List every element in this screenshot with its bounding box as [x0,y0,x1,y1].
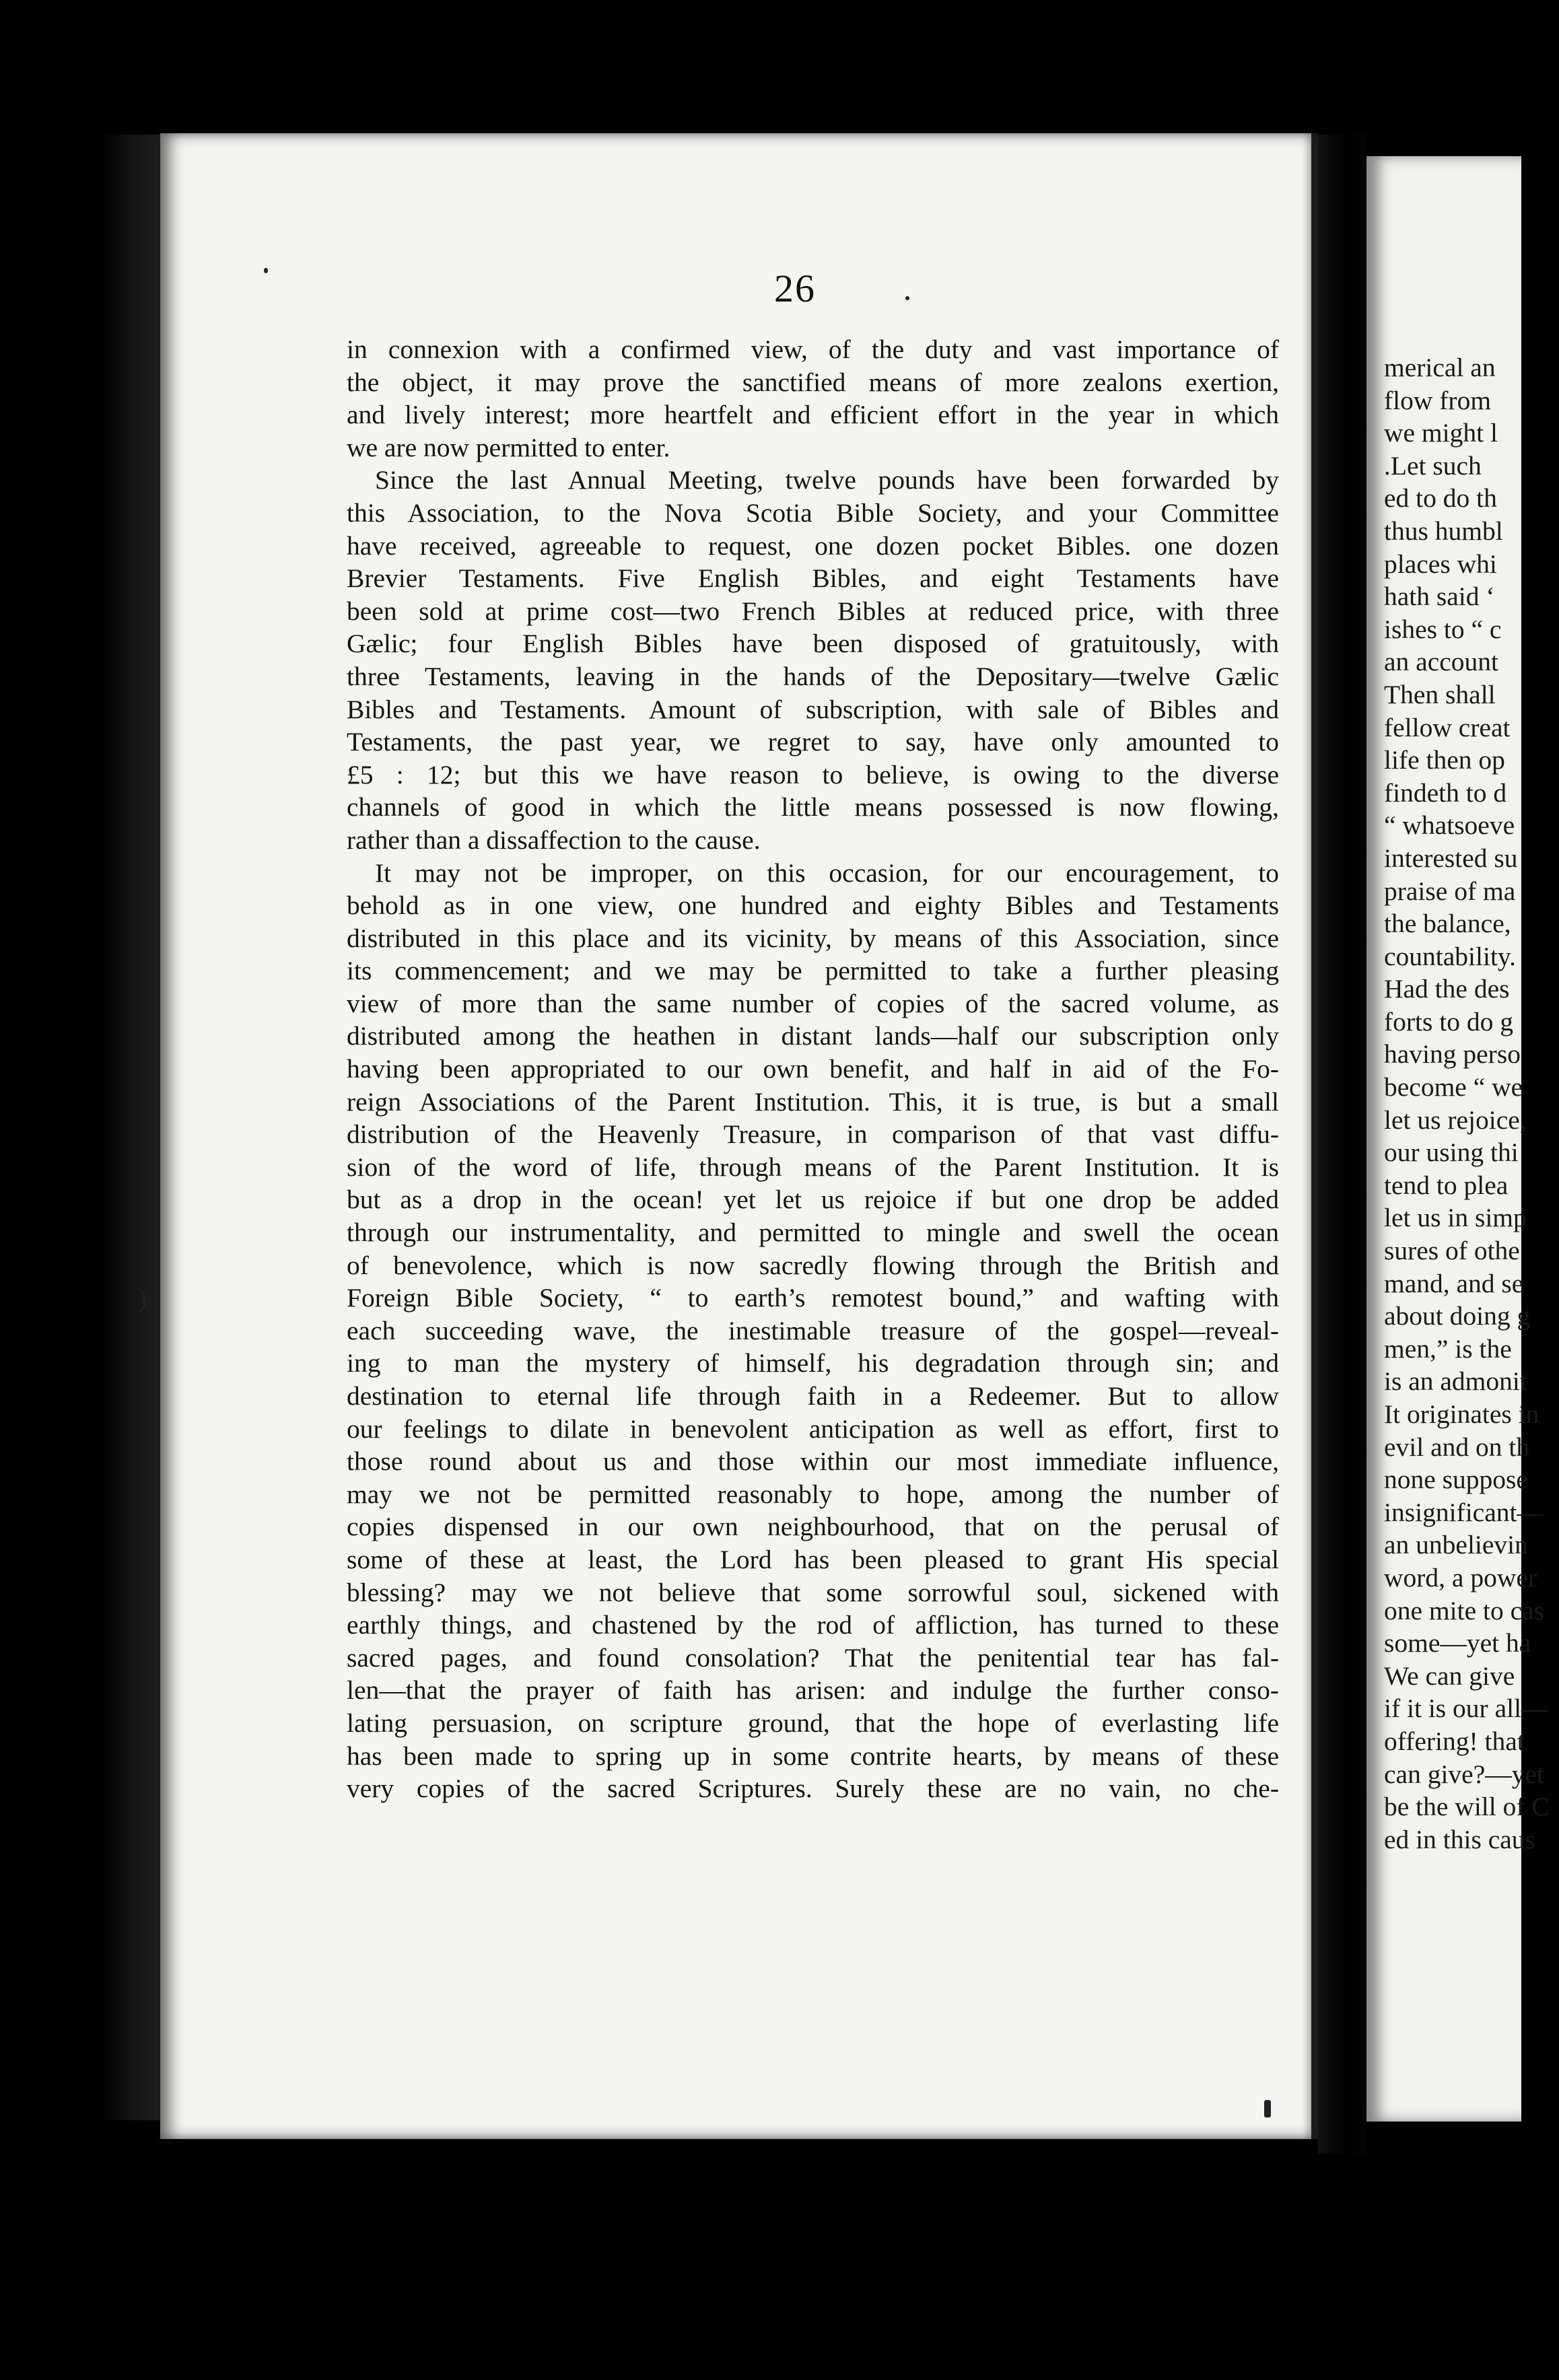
right-page-text-line: men,” is the [1384,1333,1512,1364]
right-page-partial [1366,156,1550,2122]
text-line: Testaments, the past year, we regret to say, have only amounted to [347,727,1279,757]
right-page-text-line: findeth to d [1384,777,1507,808]
right-page-text-line: let us in simp [1384,1203,1527,1233]
text-line: we are now permitted to enter. [347,432,670,462]
right-page-text-line: countability. [1384,941,1516,971]
right-page-text-line: It originates in [1384,1399,1539,1429]
text-line: £5 : 12; but this we have reason to believe, is owing to the diverse [347,759,1279,790]
body-text [347,333,1279,1805]
text-line: through our instrumentality, and permitted to mingle and swell the ocean [347,1218,1279,1248]
right-page-text-line: Then shall [1384,679,1496,709]
text-line: sion of the word of life, through means of the Parent Institution. It is [347,1152,1279,1182]
text-line: behold as in one view, one hundred and eighty Bibles and Testaments [347,890,1279,921]
text-line: view of more than the same number of copies of the sacred volume, as [347,988,1279,1018]
text-line: have received, agreeable to request, one dozen pocket Bibles. one dozen [347,530,1279,561]
right-page-text-line: having perso [1384,1039,1521,1070]
text-line: Bibles and Testaments. Amount of subscription, with sale of Bibles and [347,694,1279,724]
text-line: having been appropriated to our own benefit, and half in aid of the Fo- [347,1054,1279,1084]
right-page-text-line: tend to plea [1384,1170,1509,1200]
text-line: Brevier Testaments. Five English Bibles, and eight Testaments have [347,563,1279,594]
text-line: Gælic; four English Bibles have been disposed of gratuitously, with [347,629,1279,659]
right-page-text-line: word, a power [1384,1562,1537,1593]
right-page-text-line: our using thi [1384,1138,1519,1168]
right-page-text-line: an unbelievin [1384,1530,1528,1560]
text-line: the object, it may prove the sanctified means of more zealons exertion, [347,367,1279,397]
right-page-text-line: if it is our all— [1384,1693,1548,1724]
book-binding-shadow [101,135,168,2120]
right-page-text-line: We can give [1384,1660,1515,1691]
text-line: its commencement; and we may be permitted to take a further pleasing [347,956,1279,986]
right-page-text-line: mand, and se [1384,1268,1524,1298]
right-page-text-line: places whi [1384,549,1497,579]
text-line: may we not be permitted reasonably to hope, among the number of [347,1479,1279,1509]
right-page-text-line: ed in this caus [1384,1824,1535,1854]
text-line: each succeeding wave, the inestimable treasure of the gospel—reveal- [347,1315,1279,1345]
right-page-text-line: an account [1384,647,1498,677]
right-page-text-line: .Let such [1384,450,1482,481]
text-line: been sold at prime cost—two French Bibles at reduced price, with three [347,596,1279,626]
right-page-text-line: some—yet ha [1384,1628,1531,1658]
scan-speck [1264,2100,1271,2118]
text-line: lating persuasion, on scripture ground, that the hope of everlasting life [347,1708,1279,1738]
text-line: It may not be improper, on this occasion, for our encouragement, to [375,858,1279,888]
right-page-text-line: is an admonit [1384,1366,1527,1397]
text-line: three Testaments, leaving in the hands of the Depositary—twelve Gælic [347,661,1279,691]
right-page-text-line: sures of othe [1384,1236,1520,1266]
right-page-text-line: can give?—yet [1384,1759,1544,1789]
text-line: Since the last Annual Meeting, twelve pounds have been forwarded by [375,465,1279,495]
right-page-text-line: interested su [1384,843,1518,873]
text-line: sacred pages, and found consolation? That the penitential tear has fal- [347,1642,1279,1673]
text-line: in connexion with a confirmed view, of the duty and vast importance of [347,335,1279,364]
text-line: our feelings to dilate in benevolent anticipation as well as effort, first to [347,1413,1279,1444]
right-page-text-line: about doing g [1384,1301,1531,1331]
right-page-text-line: fellow creat [1384,712,1511,742]
right-page-text-line: Had the des [1384,974,1510,1004]
scan-speck [905,296,909,300]
right-page-text-line: praise of ma [1384,876,1516,906]
right-page-text-line: “ whatsoeve [1384,810,1515,841]
margin-mark: ) [138,1283,147,1313]
right-page-text-line: thus humbl [1384,516,1503,546]
text-line: len—that the prayer of faith has arisen: and indulge the further conso- [347,1675,1279,1706]
right-page-text-line: life then op [1384,745,1505,775]
text-line: and lively interest; more heartfelt and efficient effort in the year in which [347,400,1279,430]
right-page-text-line: one mite to cas [1384,1595,1545,1625]
right-page-text-line: insignificant— [1384,1497,1544,1527]
right-page-text-line: merical an [1384,353,1496,382]
text-line: but as a drop in the ocean! yet let us rejoice if but one drop be added [347,1185,1279,1215]
text-line: Foreign Bible Society, “ to earth’s remotest bound,” and wafting with [347,1283,1279,1313]
text-line: some of these at least, the Lord has been pleased to grant His special [347,1544,1279,1574]
text-line: distributed among the heathen in distant lands—half our subscription only [347,1021,1279,1051]
text-line: reign Associations of the Parent Institution. This, it is true, is but a small [347,1086,1279,1117]
right-page-text-line: none suppose [1384,1465,1528,1495]
right-page-text-line: offering! that [1384,1726,1525,1756]
right-page-text-line: let us rejoice, [1384,1105,1527,1135]
right-page-text-line: ed to do th [1384,483,1497,514]
text-line: very copies of the sacred Scriptures. Surely these are no vain, no che- [347,1774,1279,1804]
right-page-text-line: flow from [1384,385,1492,415]
page-gutter [1318,135,1365,2154]
text-line: blessing? may we not believe that some sorrowful soul, sickened with [347,1577,1279,1607]
right-page-text-line: we might l [1384,418,1498,448]
right-page-text-line: evil and on th [1384,1432,1530,1462]
text-line: ing to man the mystery of himself, his degradation through sin; and [347,1348,1279,1378]
right-page-text [1384,351,1559,1856]
text-line: rather than a dissaffection to the cause. [347,825,761,855]
text-line: those round about us and those within our most immediate influence, [347,1446,1279,1477]
text-line: destination to eternal life through faith in a Redeemer. But to allow [347,1381,1279,1411]
right-page-text-line: hath said ‘ [1384,582,1495,612]
text-line: of benevolence, which is now sacredly flowing through the British and [347,1250,1279,1280]
text-line: distribution of the Heavenly Treasure, in comparison of that vast diffu- [347,1119,1279,1150]
scan-speck [264,268,268,273]
right-page-text-line: be the will of C [1384,1792,1550,1822]
page-number: 26 [774,267,816,310]
text-line: earthly things, and chastened by the rod of affliction, has turned to these [347,1610,1279,1640]
text-line: has been made to spring up in some contrite hearts, by means of these [347,1741,1279,1771]
text-line: channels of good in which the little means possessed is now flowing, [347,792,1279,823]
text-line: copies dispensed in our own neighbourhood, that on the perusal of [347,1512,1279,1542]
right-page-text-line: ishes to “ c [1384,614,1502,644]
text-line: distributed in this place and its vicinity, by means of this Association, since [347,923,1279,953]
text-line: this Association, to the Nova Scotia Bible Society, and your Committee [347,497,1279,528]
right-page-text-line: forts to do g [1384,1006,1514,1037]
right-page-text-line: become “ we [1384,1072,1523,1102]
right-page-text-line: the balance, [1384,909,1511,939]
